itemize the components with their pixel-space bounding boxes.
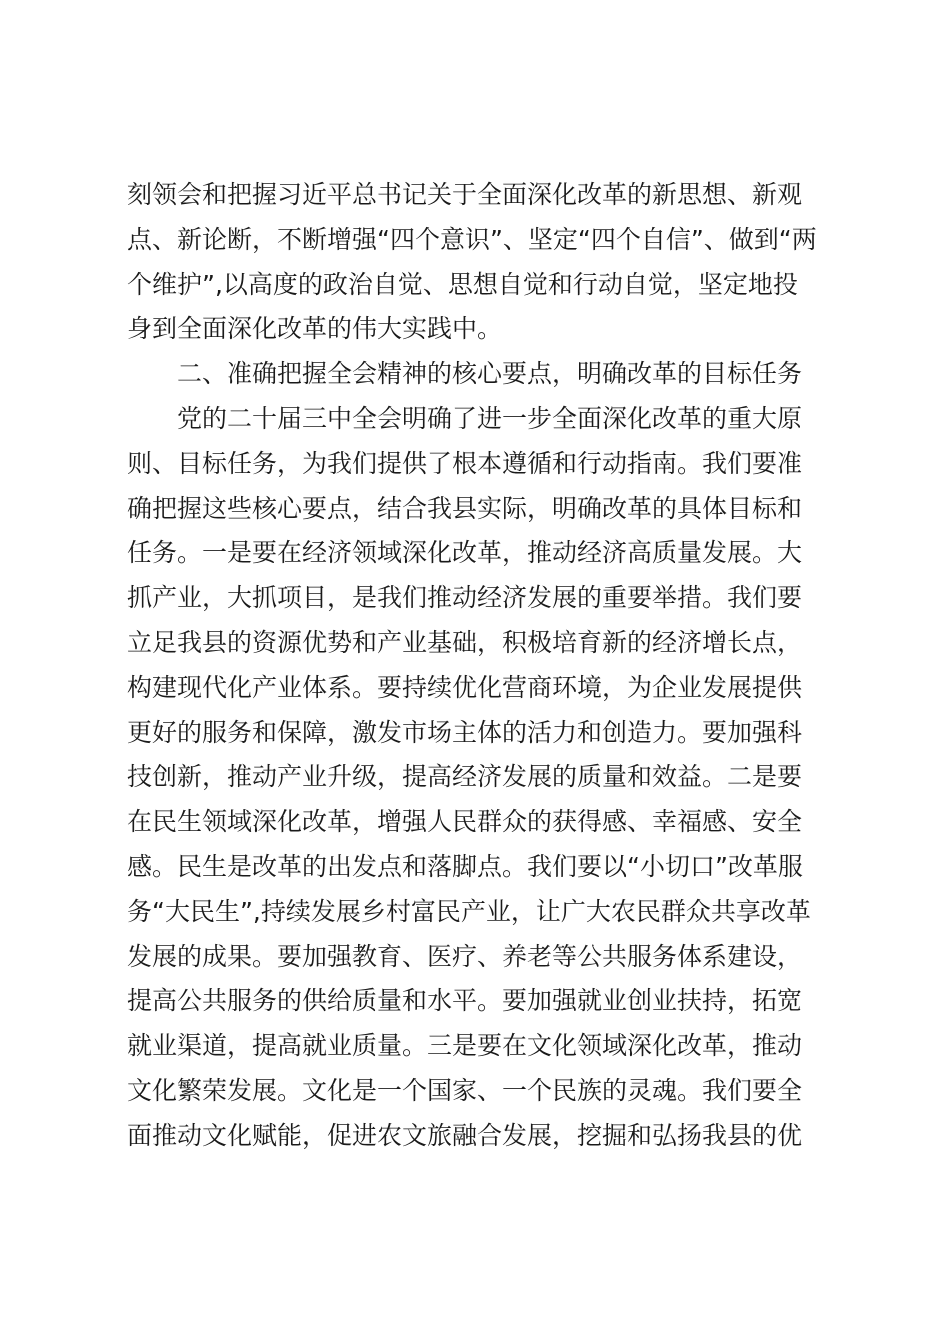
text-line: 构建现代化产业体系。要持续优化营商环境，为企业发展提供 — [127, 672, 803, 702]
text-line: 就业渠道，提高就业质量。三是要在文化领域深化改革，推动 — [127, 1031, 803, 1061]
text-line: 在民生领域深化改革，增强人民群众的获得感、幸福感、安全 — [127, 807, 803, 837]
text-line: 任务。一是要在经济领域深化改革，推动经济高质量发展。大 — [127, 538, 803, 568]
text-line: 提高公共服务的供给质量和水平。要加强就业创业扶持，拓宽 — [127, 986, 803, 1016]
text-line: 感。民生是改革的出发点和落脚点。我们要以“小切口”改革服 — [127, 851, 803, 881]
text-line: 抓产业，大抓项目，是我们推动经济发展的重要举措。我们要 — [127, 583, 803, 613]
text-line: 则、目标任务，为我们提供了根本遵循和行动指南。我们要准 — [127, 448, 803, 478]
text-line: 更好的服务和保障，激发市场主体的活力和创造力。要加强科 — [127, 717, 803, 747]
text-line: 刻领会和把握习近平总书记关于全面深化改革的新思想、新观 — [127, 180, 803, 209]
text-line: 身到全面深化改革的伟大实践中。 — [127, 314, 503, 344]
section-heading: 二、准确把握全会精神的核心要点，明确改革的目标任务 — [177, 359, 803, 389]
body-text — [127, 173, 827, 1159]
text-line: 个维护”,以高度的政治自觉、思想自觉和行动自觉，坚定地投 — [127, 269, 798, 299]
text-line: 文化繁荣发展。文化是一个国家、一个民族的灵魂。我们要全 — [127, 1075, 803, 1105]
text-line: 发展的成果。要加强教育、医疗、养老等公共服务体系建设， — [127, 941, 803, 971]
text-line: 务“大民生”,持续发展乡村富民产业，让广大农民群众共享改革 — [127, 896, 811, 926]
text-line: 面推动文化赋能，促进农文旅融合发展，挖掘和弘扬我县的优 — [127, 1120, 803, 1150]
text-line: 立足我县的资源优势和产业基础，积极培育新的经济增长点， — [127, 627, 803, 657]
text-line: 点、新论断，不断增强“四个意识”、坚定“四个自信”、做到“两 — [127, 224, 817, 254]
text-line: 确把握这些核心要点，结合我县实际，明确改革的具体目标和 — [127, 493, 803, 523]
text-line: 技创新，推动产业升级，提高经济发展的质量和效益。二是要 — [127, 762, 803, 792]
text-line: 党的二十届三中全会明确了进一步全面深化改革的重大原 — [177, 403, 803, 433]
